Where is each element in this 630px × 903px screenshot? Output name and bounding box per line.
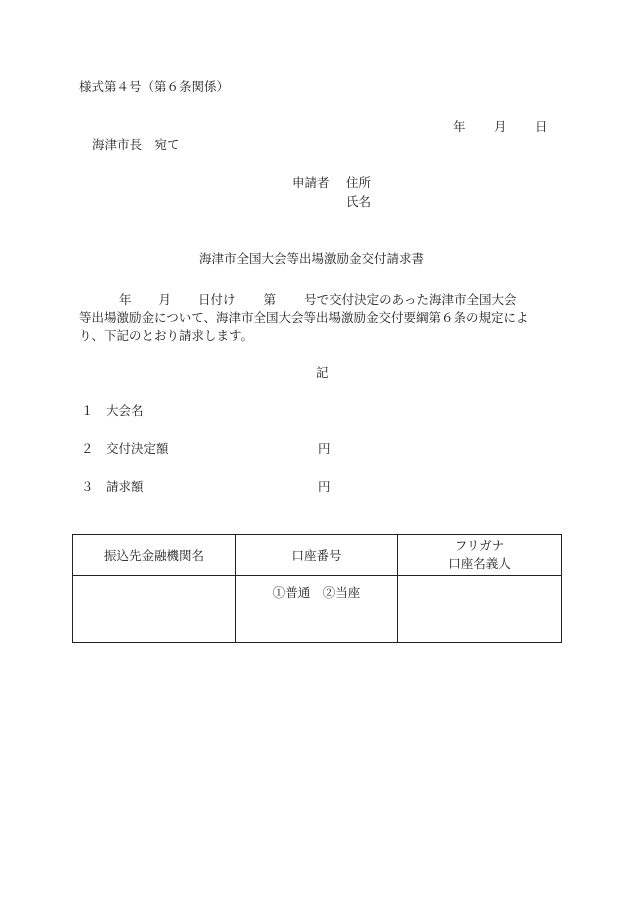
date-year: 年 [453, 119, 466, 134]
body-line2: 等出場激励金について、海津市全国大会等出場激励金交付要綱第６条の規定によ [79, 310, 529, 325]
body-number-prefix: 第 [263, 292, 277, 307]
item-label: 請求額 [106, 479, 144, 494]
header-account-number: 口座番号 [236, 535, 398, 576]
account-number-cell[interactable] [236, 576, 398, 643]
document-title: 海津市全国大会等出場激励金交付請求書 [199, 251, 425, 266]
ki-heading: 記 [316, 365, 329, 380]
request-paragraph [79, 291, 565, 345]
bank-name-cell[interactable] [73, 576, 236, 643]
form-number: 様式第４号（第６条関係） [79, 79, 230, 94]
applicant-label: 申請者 [292, 175, 330, 190]
item-number: ３ [81, 479, 94, 494]
table-row [73, 576, 562, 643]
item-label: 交付決定額 [106, 441, 169, 456]
applicant-address-label: 住所 [346, 175, 372, 190]
bank-account-table [72, 534, 562, 643]
date-month: 月 [494, 119, 507, 134]
body-month: 月 [158, 292, 172, 307]
body-line3: り、下記のとおり請求します。 [79, 328, 254, 343]
applicant-name-label: 氏名 [346, 194, 372, 209]
item-number: １ [81, 403, 94, 418]
table-header-row [73, 535, 562, 576]
addressee: 海津市長 宛て [92, 137, 180, 152]
item-unit: 円 [318, 479, 331, 494]
item-number: ２ [81, 441, 94, 456]
item-unit: 円 [318, 441, 331, 456]
header-account-holder [398, 535, 562, 576]
header-bank-name: 振込先金融機関名 [73, 535, 236, 576]
body-date-suffix: 日付け [198, 292, 236, 307]
header-holder-name: 口座名義人 [448, 556, 511, 571]
body-rest-line1: 号で交付決定のあった海津市全国大会 [304, 292, 517, 307]
date-day: 日 [535, 119, 548, 134]
header-furigana: フリガナ [454, 538, 505, 553]
body-year: 年 [119, 292, 132, 307]
account-type-options: ①普通 ②当座 [272, 585, 361, 600]
item-label: 大会名 [106, 403, 144, 418]
account-holder-cell[interactable] [398, 576, 562, 643]
